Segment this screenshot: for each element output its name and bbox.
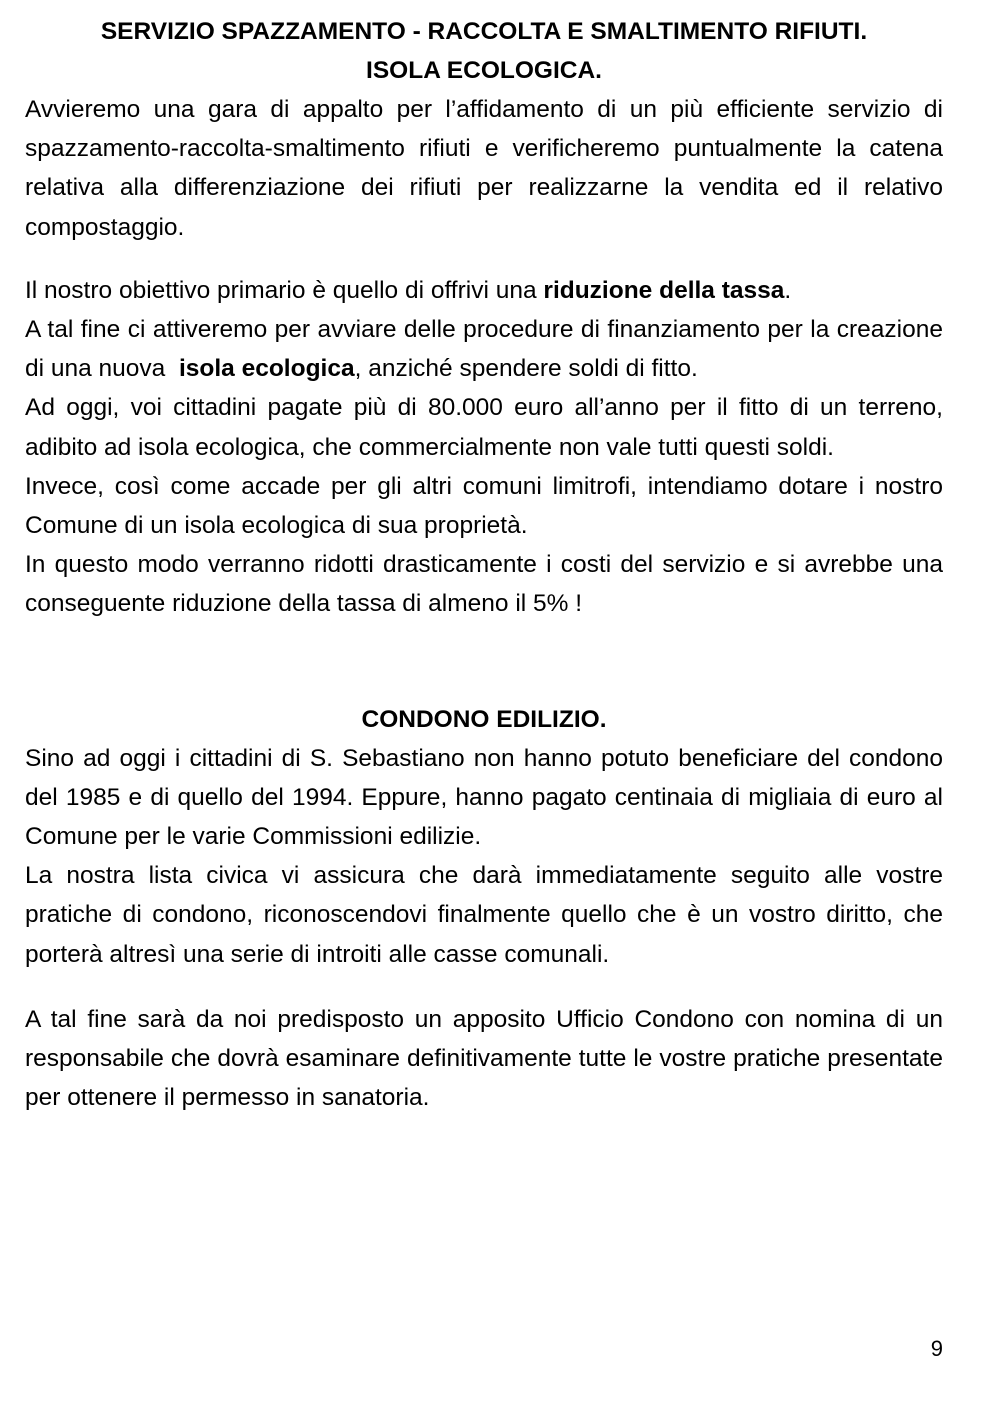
section-title-line-1: SERVIZIO SPAZZAMENTO - RACCOLTA E SMALTIMENTO RIFIUTI. [100,18,868,45]
paragraph-fitto: Ad oggi, voi cittadini pagate più di 80.000 euro all’anno per il fitto di un terreno, adibito ad isola ecologica, che commercialmente non vale tutti questi soldi. [25,394,943,461]
paragraph-obiettivo [25,271,943,310]
document-page [25,12,950,1117]
paragraph-riduzione-costi: In questo modo verranno ridotti drasticamente i costi del servizio e si avrebbe una conseguente riduzione della tassa di almeno il 5% ! [25,551,943,618]
paragraph-text: . [784,276,792,304]
paragraph-text: , anziché spendere soldi di fitto. [354,355,698,383]
section-title-line-2: ISOLA ECOLOGICA. [366,57,602,84]
bold-text-isola: isola ecologica [178,355,355,383]
paragraph-gara-appalto: Avvieremo una gara di appalto per l’affidamento di un più efficiente servizio di spazzamento-raccolta-smaltimento rifiuti e verificheremo puntualmente la catena relativa alla differenziazione dei rifiuti per realizzarne la vendita ed il relativo compostaggio. [25,96,943,241]
bold-text-riduzione: riduzione della tassa [543,276,785,304]
paragraph-condono-storia: Sino ad oggi i cittadini di S. Sebastiano non hanno potuto beneficiare del condono del 1985 e di quello del 1994. Eppure, hanno pagato centinaia di migliaia di euro al Comune per le varie Commissioni edilizie. [25,744,943,851]
paragraph-ufficio-condono: A tal fine sarà da noi predisposto un apposito Ufficio Condono con nomina di un responsabile che dovrà esaminare definitivamente tutte le vostre pratiche presentate per ottenere il permesso in sanatoria. [25,1005,943,1112]
paragraph-text: A tal fine ci attiveremo per avviare delle procedure di finanziamento per la creazione di una nuova [25,316,950,383]
page-number: 9 [930,1336,943,1361]
paragraph-lista-civica: La nostra lista civica vi assicura che darà immediatamente seguito alle vostre pratiche di condono, riconoscendovi finalmente quello che è un vostro diritto, che porterà altresì una serie di introiti alle casse comunali. [25,862,943,968]
section-title-condono: CONDONO EDILIZIO. [361,705,607,733]
section-title-rifiuti [25,12,943,90]
paragraph-comuni-limitrofi: Invece, così come accade per gli altri comuni limitrofi, intendiamo dotare i nostro Comune di un isola ecologica di sua proprietà. [25,472,943,540]
paragraph-finanziamento [25,310,950,388]
paragraph-text: Il nostro obiettivo primario è quello di offrivi una [25,276,544,304]
